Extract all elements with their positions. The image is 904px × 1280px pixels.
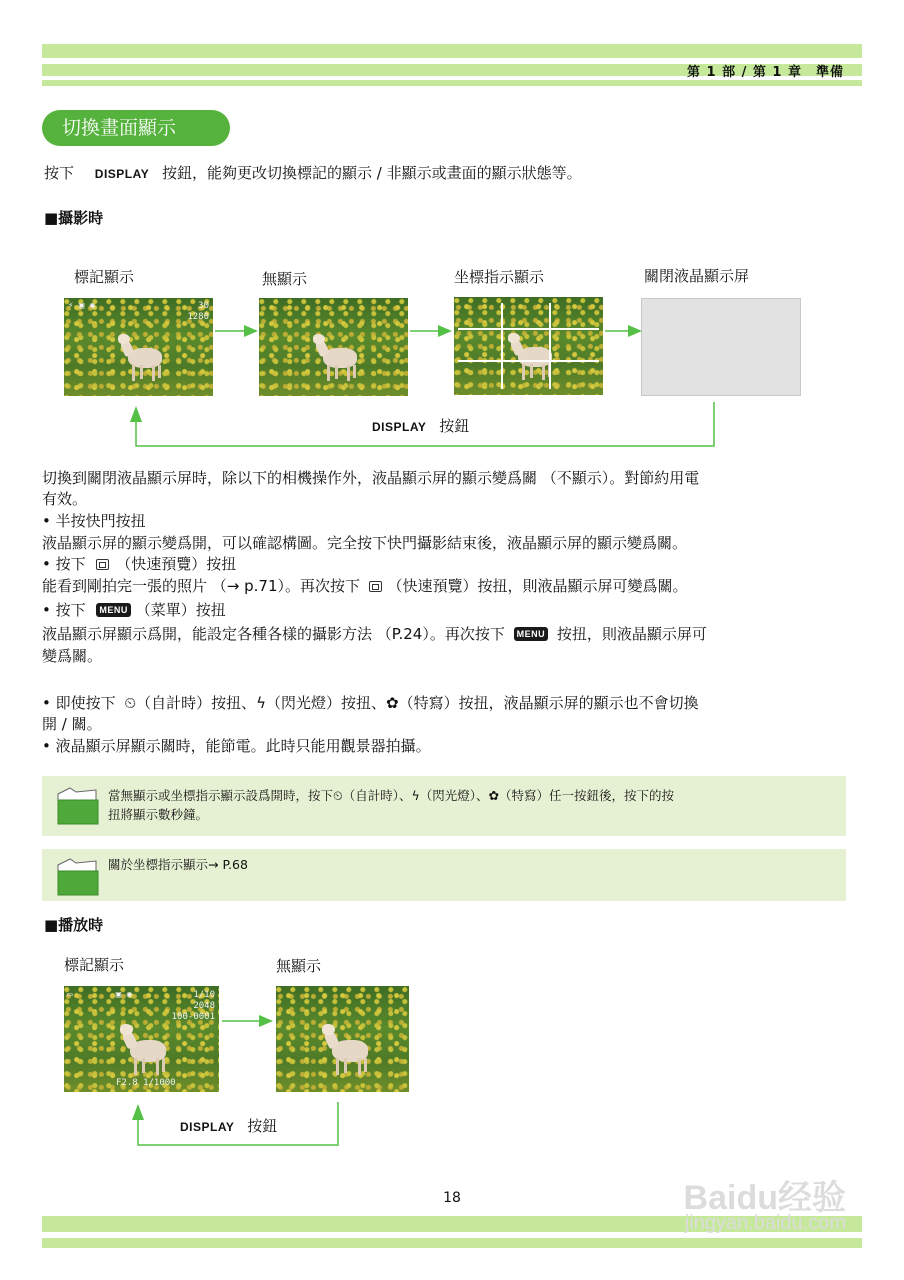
intro-post: 按鈕，能夠更改切換標記的顯示 / 非顯示或畫面的顯示狀態等。 (161, 164, 582, 182)
menu-key: MENU (96, 603, 131, 617)
para1-line2: 有效。 (42, 490, 88, 508)
bullet4-c: （特寫）按扭，液晶顯示屏的顯示也不會切換 (398, 694, 699, 712)
bullet2-title (42, 554, 236, 575)
bullet3-text (42, 624, 707, 645)
osd-shots: 30 (198, 301, 209, 311)
playback-display-label (180, 1116, 277, 1138)
shooting-display-label (372, 416, 469, 438)
bullet4-b: （閃光燈）按扭、 (266, 694, 387, 712)
self-timer-icon: ⏲ (333, 788, 343, 803)
watermark-url: jingyan.baidu.com (684, 1212, 846, 1234)
macro-icon: ✿ (488, 788, 500, 803)
button-label: 按鈕 (439, 417, 470, 435)
osd-icons: ▭ ▣ ◉ (67, 990, 133, 1000)
flash-icon: ϟ (411, 788, 420, 803)
folder-icon (54, 855, 100, 897)
bullet4-line2: 開 / 關。 (42, 715, 102, 733)
playback-caption-none: 無顯示 (276, 957, 322, 975)
osd-exposure: F2.8 1/1000 (116, 1078, 176, 1088)
caption-no-display: 無顯示 (262, 270, 308, 288)
section-title: 切換畫面顯示 (42, 110, 230, 146)
tip1-line1 (108, 786, 674, 805)
bullet3-line2: 變爲關。 (42, 647, 103, 665)
display-key: DISPLAY (94, 167, 150, 181)
footer-band-low (42, 1238, 862, 1248)
bullet2-text-post: （快速預覽）按扭，則液晶顯示屏可變爲關。 (387, 577, 688, 595)
tip2-text: 關於坐標指示顯示→ P.68 (108, 857, 248, 872)
bullet3-text-post: 按扭，則液晶顯示屏可 (556, 625, 707, 643)
tip1-a: （自計時）、 (342, 788, 412, 803)
caption-lcd-off: 關閉液晶顯示屏 (644, 267, 750, 285)
folder-icon (54, 784, 100, 826)
bullet3-title (42, 600, 226, 621)
quick-review-icon (96, 559, 109, 570)
bullet3-text-pre: 液晶顯示屏顯示爲開，能設定各種各樣的攝影方法 （P.24）。再次按下 (42, 625, 505, 643)
tip1-b: （閃光燈）、 (419, 788, 489, 803)
playback-flow-arrows (0, 980, 904, 1160)
self-timer-icon: ⏲ (124, 694, 137, 712)
bullet3-pre: • 按下 (42, 601, 86, 619)
osd-icons: ⚡ ▣ ◉ (68, 301, 96, 311)
intro-pre: 按下 (44, 164, 75, 182)
shooting-heading: ■攝影時 (44, 209, 104, 227)
macro-icon: ✿ (386, 694, 399, 712)
chapter-label: 第 1 部 / 第 1 章 準備 (687, 65, 844, 80)
bullet4-a: （自計時）按扭、 (136, 694, 257, 712)
button-label: 按鈕 (247, 1117, 278, 1135)
watermark-brand: Baidu经验 (683, 1179, 846, 1217)
display-key: DISPLAY (180, 1120, 235, 1134)
bullet4-pre: • 即使按下 (42, 694, 116, 712)
bullet5: • 液晶顯示屏顯示關時，能節電。此時只能用觀景器拍攝。 (42, 737, 431, 755)
bullet2-text-pre: 能看到剛拍完一張的照片 （→ p.71）。再次按下 (42, 577, 360, 595)
osd-size: 2048 (193, 1001, 215, 1011)
quick-review-icon (369, 581, 382, 592)
bullet2-post: （快速預覽）按扭 (116, 555, 237, 573)
bullet1-text: 液晶顯示屏的顯示變爲開，可以確認構圖。完全按下快門攝影結束後，液晶顯示屏的顯示變爲關。 (42, 534, 688, 552)
page-number: 18 (443, 1190, 461, 1206)
menu-key: MENU (514, 627, 549, 641)
tip-box-2 (42, 849, 846, 901)
caption-mark-display: 標記顯示 (74, 268, 135, 286)
playback-caption-mark: 標記顯示 (64, 956, 125, 974)
para1-line1: 切換到關閉液晶顯示屏時，除以下的相機操作外，液晶顯示屏的顯示變爲關 （不顯示）。對節約用電 (42, 469, 700, 487)
tip1-c: （特寫）任一按鈕後，按下的按 (499, 788, 675, 803)
playback-heading: ■播放時 (44, 916, 104, 934)
bullet2-text (42, 576, 688, 597)
tip1-pre: 當無顯示或坐標指示顯示設爲開時，按下 (108, 788, 334, 803)
osd-size: 1280 (187, 312, 209, 322)
osd-file: 100-0001 (171, 1012, 215, 1022)
tip1-line2: 扭將顯示數秒鐘。 (108, 807, 209, 822)
bullet1-title: • 半按快門按扭 (42, 512, 146, 530)
osd-counter: 1/10 (193, 990, 215, 1000)
display-key: DISPLAY (372, 420, 427, 434)
tip-box-1 (42, 776, 846, 836)
bullet3-post: （菜單）按扭 (135, 601, 226, 619)
bullet2-pre: • 按下 (42, 555, 86, 573)
caption-grid-display: 坐標指示顯示 (454, 268, 545, 286)
shooting-flow-arrows (0, 0, 904, 470)
flash-icon: ϟ (256, 694, 267, 712)
bullet4-line1 (42, 693, 699, 714)
